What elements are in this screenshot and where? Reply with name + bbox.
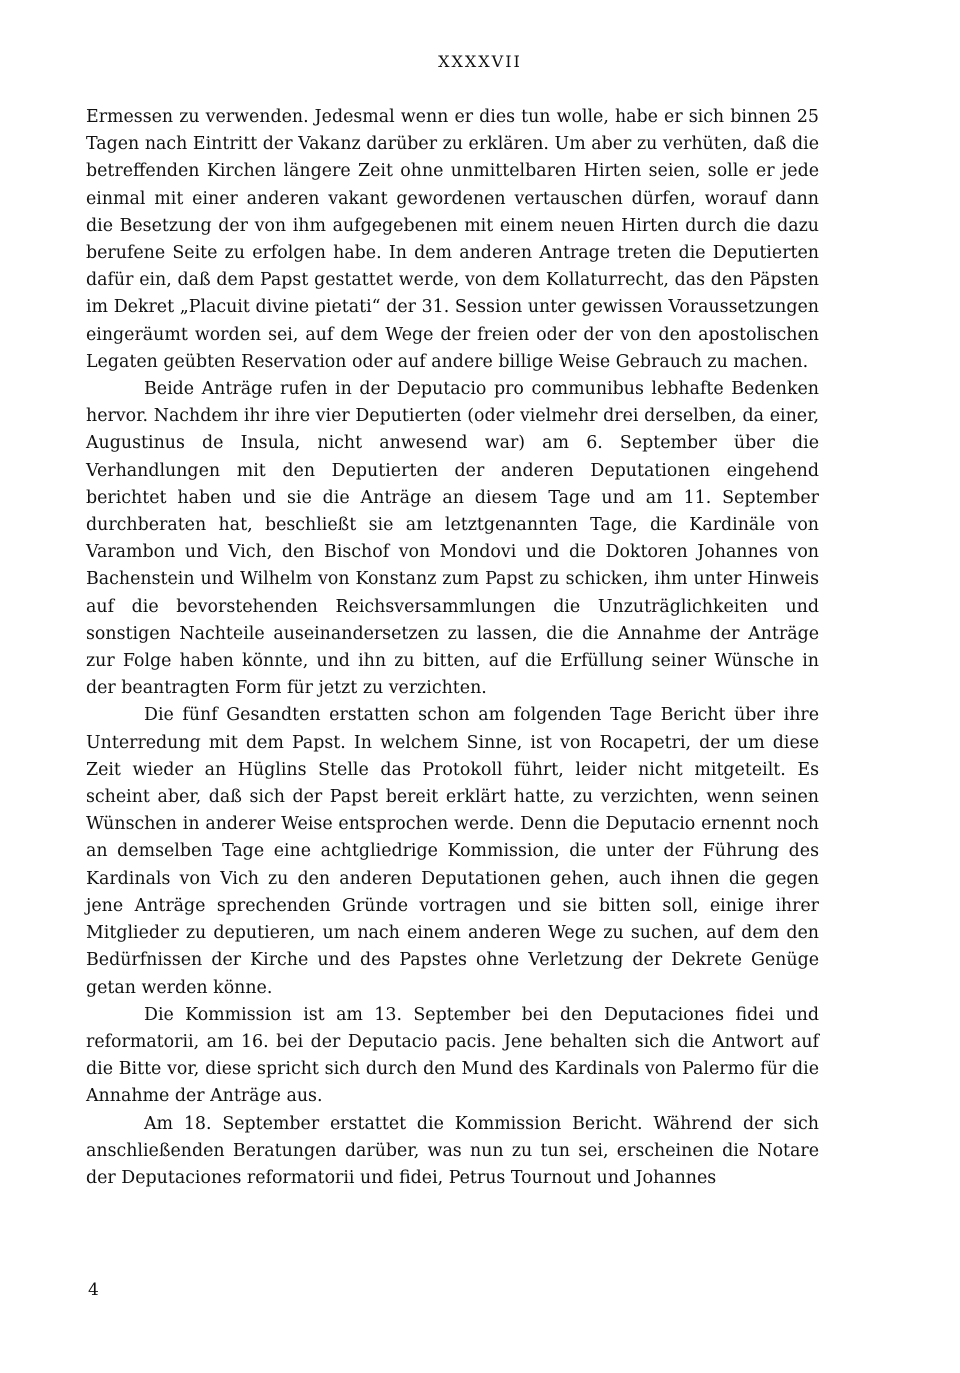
page-header: XXXXVII xyxy=(438,52,522,71)
paragraph-continuation: Ermessen zu verwenden. Jedesmal wenn er dies tun wolle, habe er sich binnen 25 Tagen nach Eintritt der Vakanz darüber zu erklären. Um aber zu verhüten, daß die betreffenden Kirchen längere Zeit ohne unmittelbaren Hirten seien, solle er jede einmal mit einer anderen vakant gewordenen vertauschen dürfen, worauf dann die Besetzung der von ihm aufgegebenen mit einem neuen Hirten durch die dazu berufene Seite zu erfolgen habe. In dem anderen Antrage treten die Deputierten dafür ein, daß dem Papst gestattet werde, von dem Kollaturrecht, das den Päpsten im Dekret „Placuit divine pietati“ der 31. Session unter gewissen Voraussetzungen eingeräumt worden sei, auf dem Wege der freien oder der von den apostolischen Legaten geübten Reservation oder auf andere billige Weise Gebrauch zu machen. xyxy=(86,107,819,372)
paragraph-kommission-bericht: Am 18. September erstattet die Kommission Bericht. Während der sich anschließenden Beratungen darüber, was nun zu tun sei, erscheinen die Notare der Deputaciones reformatorii und fidei, Petrus Tournout und Johannes xyxy=(86,1113,819,1188)
paragraph-gesandten-bericht: Die fünf Gesandten erstatten schon am folgenden Tage Bericht über ihre Unterredung mit dem Papst. In welchem Sinne, ist von Rocapetri, der um diese Zeit wieder an Hüglins Stelle das Protokoll führt, leider nicht mitgeteilt. Es scheint aber, daß sich der Papst bereit erklärt hatte, zu verzichten, wenn seinen Wünschen in anderer Weise entsprochen werde. Denn die Deputacio ernennt noch an demselben Tage eine achtgliedrige Kommission, die unter der Führung des Kardinals von Vich zu den anderen Deputationen gehen, auch ihnen die gegen jene Anträge sprechenden Gründe vortragen und sie bitten soll, einige ihrer Mitglieder zu deputieren, um nach einem anderen Wege zu suchen, auf dem den Bedürfnissen der Kirche und des Papstes ohne Verletzung der Dekrete Genüge getan werden könne. xyxy=(86,705,819,998)
paragraph-kommission: Die Kommission ist am 13. September bei den Deputaciones fidei und reformatorii, am 16. bei der Deputacio pacis. Jene behalten sich die Antwort auf die Bitte vor, diese spricht sich durch den Mund des Kardinals von Palermo für die Annahme der Anträge aus. xyxy=(86,1004,819,1107)
paragraph-deputacio-bedenken: Beide Anträge rufen in der Deputacio pro communibus lebhafte Bedenken hervor. Nachdem ihr ihre vier Deputierten (oder vielmehr drei derselben, da einer, Augustinus de Insula, nicht anwesend war) am 6. September über die Verhandlungen mit den Deputierten der anderen Deputationen eingehend berichtet haben und sie die Anträge an diesem Tage und am 11. September durchberaten hat, beschließt sie am letztgenannten Tage, die Kardinäle von Varambon und Vich, den Bischof von Mondovi und die Doktoren Johannes von Bachenstein und Wilhelm von Konstanz zum Papst zu schicken, ihm unter Hinweis auf die bevorstehenden Reichsversammlungen die Unzuträglichkeiten und sonstigen Nachteile auseinandersetzen zu lassen, die die Annahme der Anträge zur Folge haben könnte, und ihn zu bitten, auf die Erfüllung seiner Wünsche in der beantragten Form für jetzt zu verzichten. xyxy=(86,379,819,699)
body-text xyxy=(86,104,819,1192)
signature-mark: 4 xyxy=(88,1280,99,1300)
